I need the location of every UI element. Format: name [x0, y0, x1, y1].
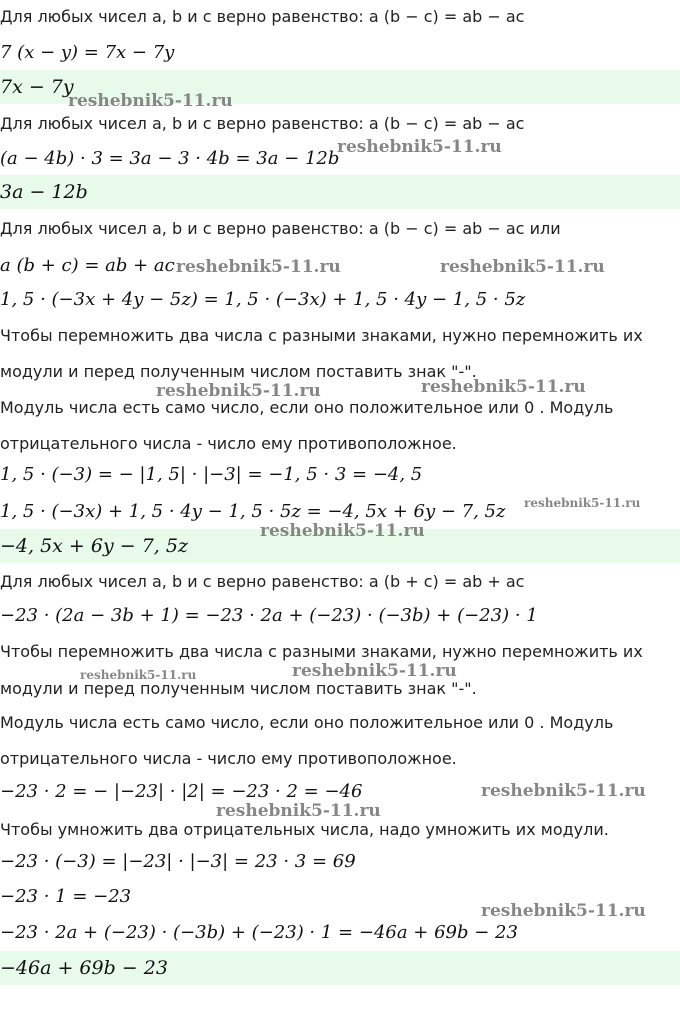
math-line: 1, 5 · (−3x + 4y − 5z) = 1, 5 · (−3x) + 1, 5 · 4y − 1, 5 · 5z	[0, 289, 526, 310]
rule-line: Для любых чисел a, b и c верно равенство: a (b − c) = ab − ac	[0, 7, 525, 26]
watermark: reshebnik5-11.ru	[421, 377, 586, 397]
answer-text: 3a − 12b	[0, 181, 88, 203]
math-line: 1, 5 · (−3x) + 1, 5 · 4y − 1, 5 · 5z = −4, 5x + 6y − 7, 5z	[0, 501, 506, 522]
watermark: reshebnik5-11.ru	[260, 521, 425, 541]
answer-text: 7x − 7y	[0, 76, 74, 98]
explanation-text: отрицательного числа - число ему противоположное.	[0, 749, 457, 768]
explanation-text: модули и перед полученным числом поставить знак "-".	[0, 679, 477, 698]
explanation-text: Чтобы умножить два отрицательных числа, надо умножить их модули.	[0, 820, 609, 839]
math-line: −23 · 2 = − |−23| · |2| = −23 · 2 = −46	[0, 781, 363, 802]
watermark: reshebnik5-11.ru	[176, 257, 341, 277]
watermark: reshebnik5-11.ru	[216, 801, 381, 821]
watermark: reshebnik5-11.ru	[68, 91, 233, 111]
math-line: −23 · (2a − 3b + 1) = −23 · 2a + (−23) · (−3b) + (−23) · 1	[0, 605, 538, 626]
watermark: reshebnik5-11.ru	[440, 257, 605, 277]
rule-line: Для любых чисел a, b и c верно равенство: a (b − c) = ab − ac	[0, 114, 525, 133]
math-line: a (b + c) = ab + ac	[0, 255, 175, 276]
explanation-text: отрицательного числа - число ему противоположное.	[0, 434, 457, 453]
math-line: 1, 5 · (−3) = − |1, 5| · |−3| = −1, 5 · 3 = −4, 5	[0, 464, 423, 485]
math-line: −23 · 2a + (−23) · (−3b) + (−23) · 1 = −46a + 69b − 23	[0, 922, 518, 943]
rule-line: Для любых чисел a, b и c верно равенство: a (b − c) = ab − ac или	[0, 219, 561, 238]
watermark: reshebnik5-11.ru	[481, 781, 646, 801]
explanation-text: Модуль числа есть само число, если оно положительное или 0 . Модуль	[0, 713, 614, 732]
watermark: reshebnik5-11.ru	[80, 668, 197, 682]
watermark: reshebnik5-11.ru	[524, 496, 641, 510]
math-line: (a − 4b) · 3 = 3a − 3 · 4b = 3a − 12b	[0, 148, 340, 169]
math-line: 7 (x − y) = 7x − 7y	[0, 42, 175, 63]
explanation-text: модули и перед полученным числом поставить знак "-".	[0, 362, 477, 381]
rule-line: Для любых чисел a, b и c верно равенство: a (b + c) = ab + ac	[0, 572, 525, 591]
explanation-text: Чтобы перемножить два числа с разными знаками, нужно перемножить их	[0, 642, 643, 661]
watermark: reshebnik5-11.ru	[337, 137, 502, 157]
math-line: −23 · (−3) = |−23| · |−3| = 23 · 3 = 69	[0, 851, 356, 872]
watermark: reshebnik5-11.ru	[292, 661, 457, 681]
answer-text: −4, 5x + 6y − 7, 5z	[0, 535, 188, 557]
explanation-text: Чтобы перемножить два числа с разными знаками, нужно перемножить их	[0, 326, 643, 345]
explanation-text: Модуль числа есть само число, если оно положительное или 0 . Модуль	[0, 398, 614, 417]
watermark: reshebnik5-11.ru	[156, 381, 321, 401]
answer-box	[0, 175, 680, 209]
math-line: −23 · 1 = −23	[0, 886, 132, 907]
watermark: reshebnik5-11.ru	[481, 901, 646, 921]
answer-text: −46a + 69b − 23	[0, 957, 168, 979]
answer-box	[0, 951, 680, 985]
